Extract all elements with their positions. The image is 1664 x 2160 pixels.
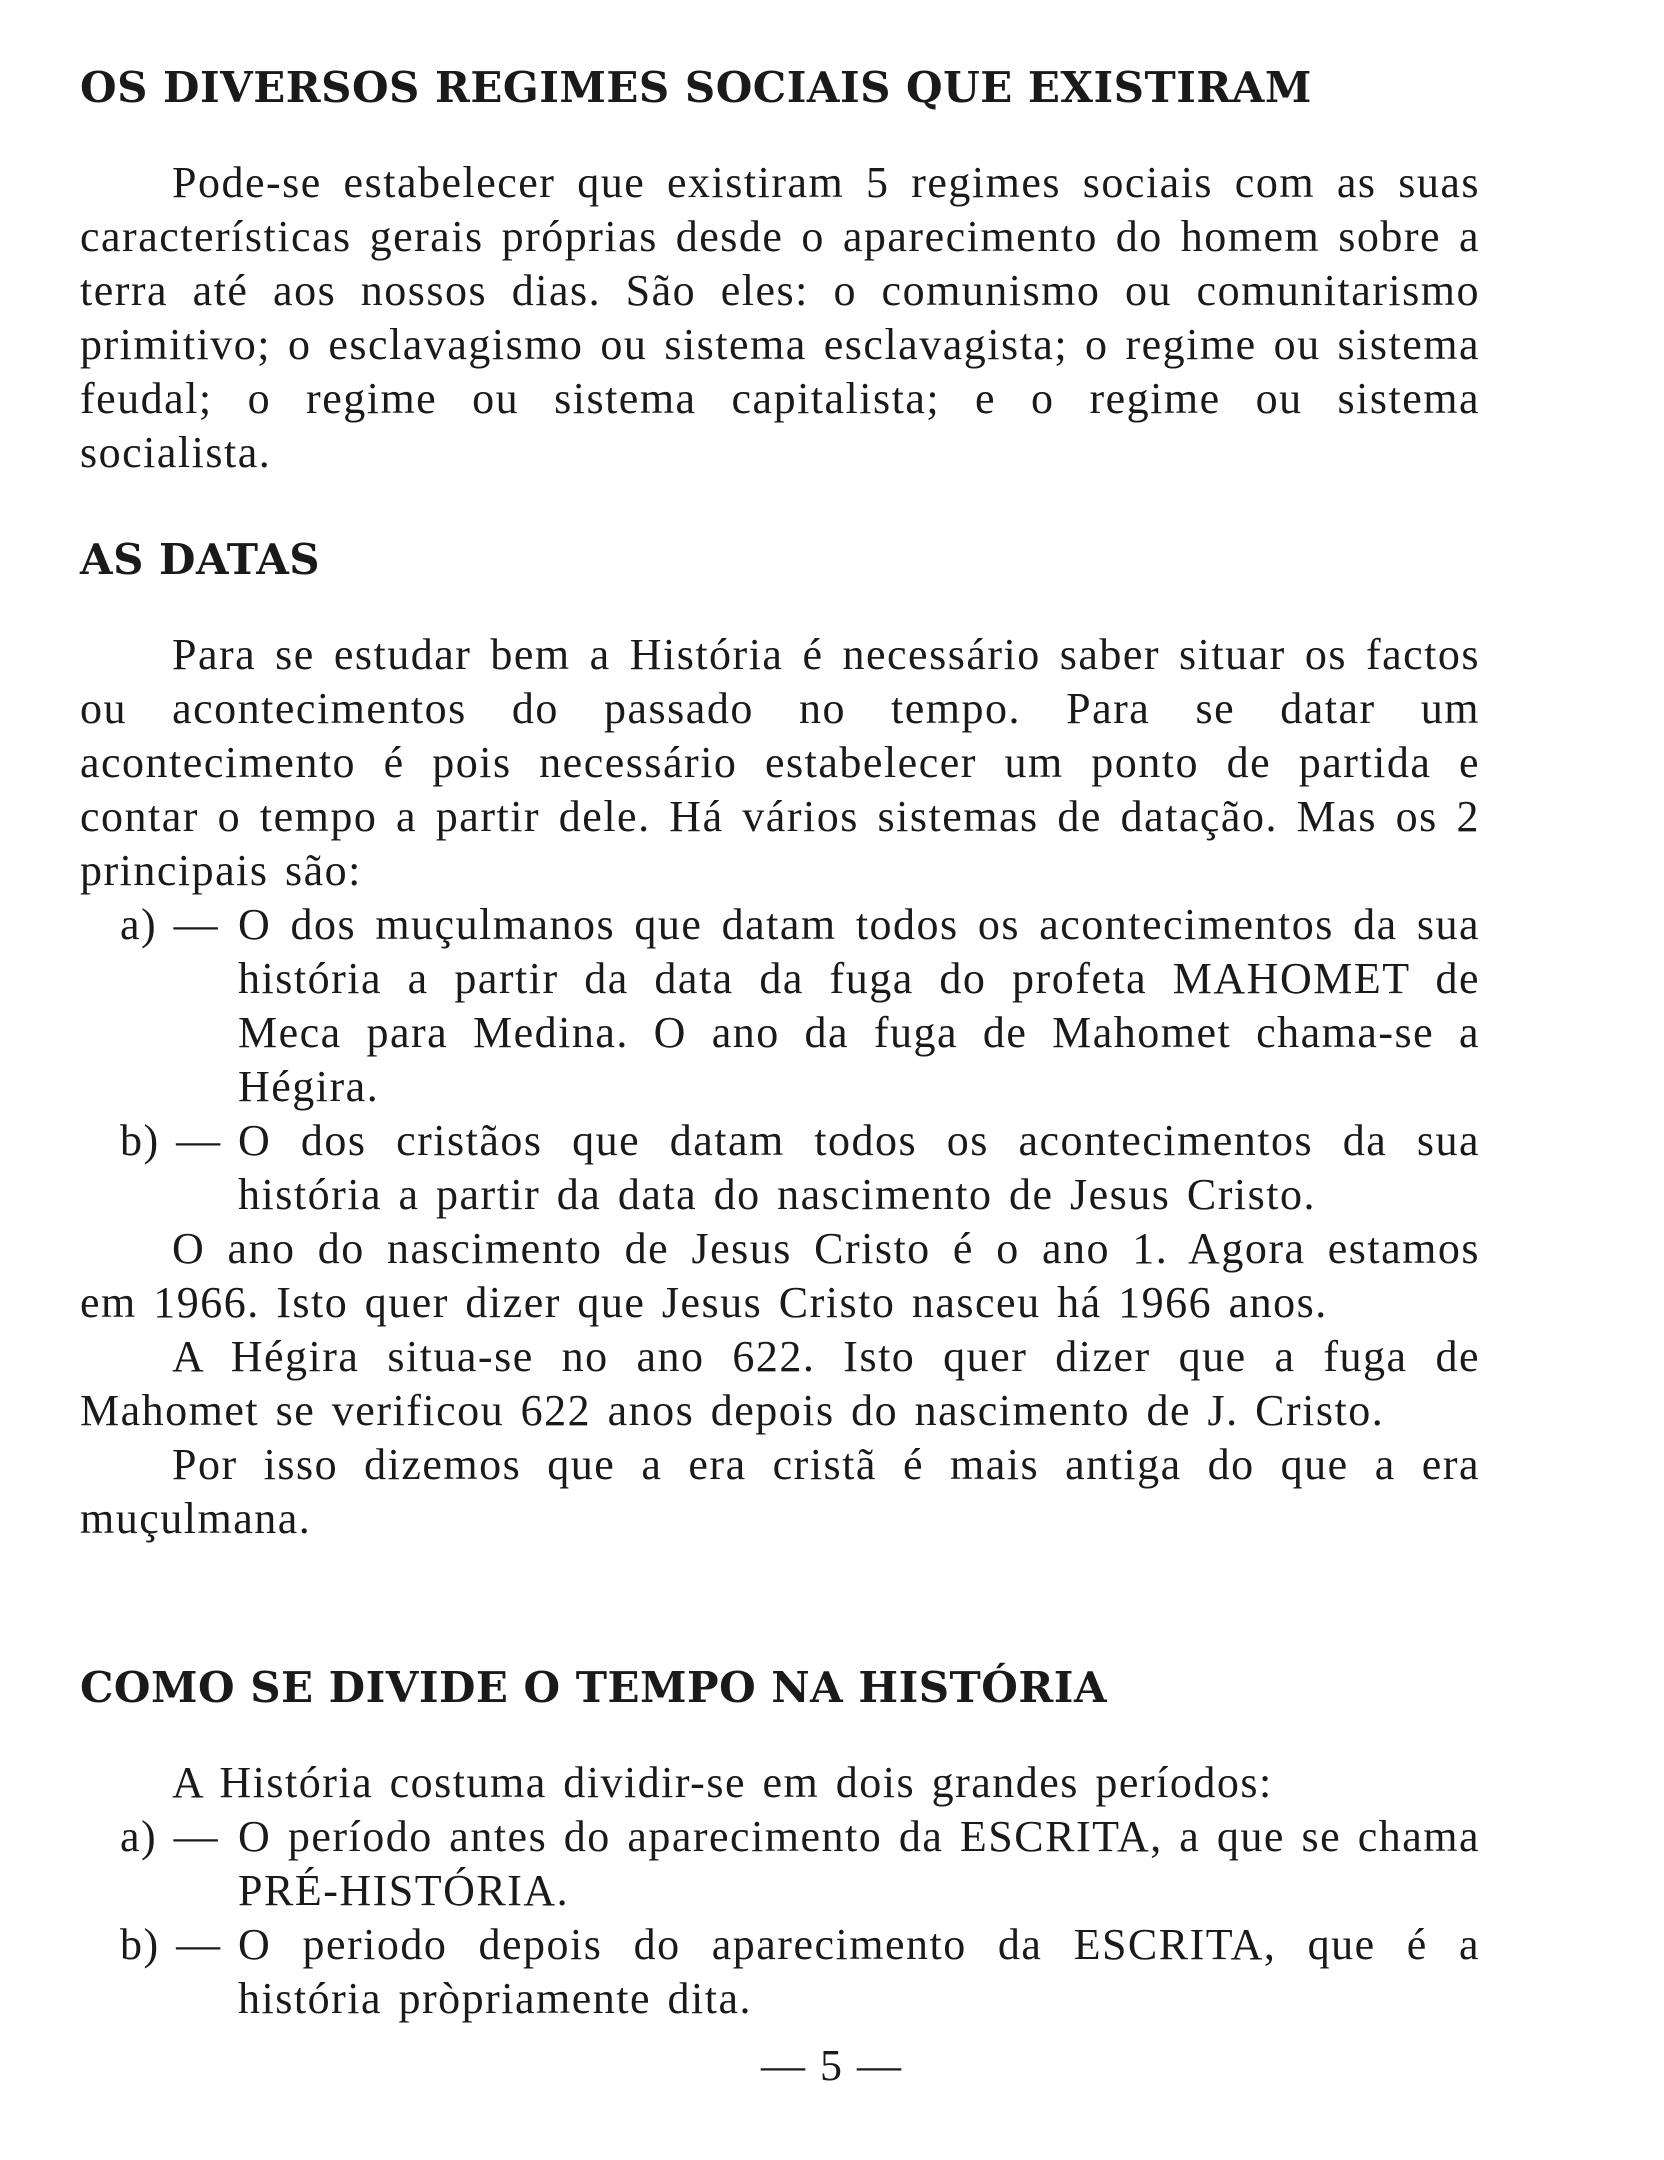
list-marker: b) —	[120, 1920, 222, 1969]
section-heading: OS DIVERSOS REGIMES SOCIAIS QUE EXISTIRAM	[80, 63, 1312, 112]
section-heading: AS DATAS	[80, 535, 321, 584]
paragraph: Pode-se estabelecer que existiram 5 regimes sociais com as suas características gerais próprias desde o aparecimento do homem sobre a terra até aos nossos dias. São eles: o comunismo ou comunitarismo primitivo; o esclavagismo ou sistema esclavagista; o regime ou sistema feudal; o regime ou sistema capitalista; e o regime ou sistema socialista.	[80, 158, 1480, 477]
paragraph: A Hégira situa-se no ano 622. Isto quer dizer que a fuga de Mahomet se verificou 622 anos depois do nascimento de J. Cristo.	[80, 1332, 1480, 1435]
paragraph: O ano do nascimento de Jesus Cristo é o ano 1. Agora estamos em 1966. Isto quer dizer que Jesus Cristo nasceu há 1966 anos.	[80, 1224, 1480, 1327]
section-datas	[80, 532, 1480, 1546]
list-item	[80, 1114, 1480, 1222]
list-item-text: O dos cristãos que datam todos os acontecimentos da sua história a partir da data do nascimento de Jesus Cristo.	[238, 1116, 1480, 1219]
list-item-text: O periodo depois do aparecimento da ESCRITA, que é a história pròpriamente dita.	[238, 1920, 1480, 2023]
list-marker: b) —	[120, 1116, 222, 1165]
paragraph: Por isso dizemos que a era cristã é mais antiga do que a era muçulmana.	[80, 1440, 1480, 1543]
list-marker: a) —	[120, 900, 220, 949]
page-number: — 5 —	[761, 2041, 903, 2090]
paragraph: A História costuma dividir-se em dois grandes períodos:	[172, 1758, 1273, 1807]
list-item	[80, 898, 1480, 1114]
list-item	[80, 1810, 1480, 1918]
list-item	[80, 1918, 1480, 2026]
section-regimes	[80, 60, 1480, 480]
section-heading: COMO SE DIVIDE O TEMPO NA HISTÓRIA	[80, 1663, 1108, 1712]
paragraph: Para se estudar bem a História é necessário saber situar os factos ou acontecimentos do passado no tempo. Para se datar um acontecimento é pois necessário estabelecer um ponto de partida e contar o tempo a partir dele. Há vários sistemas de datação. Mas os 2 principais são:	[80, 630, 1480, 895]
list-item-text: O dos muçulmanos que datam todos os acontecimentos da sua história a partir da data da fuga do profeta MAHOMET de Meca para Medina. O ano da fuga de Mahomet chama-se a Hégira.	[238, 900, 1480, 1111]
section-tempo	[80, 1660, 1480, 2026]
list-marker: a) —	[120, 1812, 220, 1861]
list-item-text: O período antes do aparecimento da ESCRITA, a que se chama PRÉ-HISTÓRIA.	[238, 1812, 1480, 1915]
